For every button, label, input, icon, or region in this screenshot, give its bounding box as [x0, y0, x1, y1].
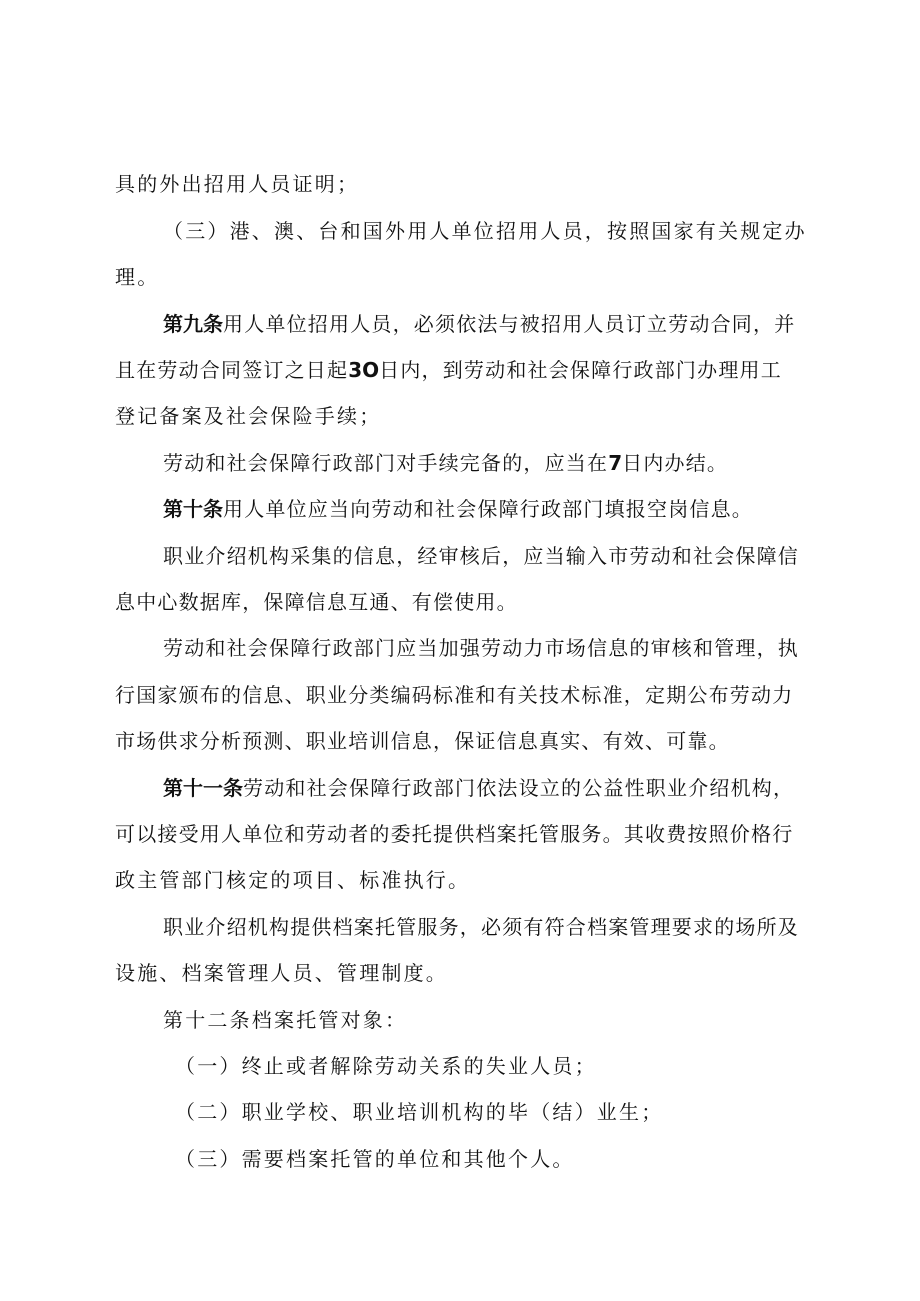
paragraph-line: 劳动和社会保障行政部门应当加强劳动力市场信息的审核和管理，执	[163, 636, 799, 660]
list-item: （三）需要档案托管的单位和其他个人。	[175, 1147, 575, 1171]
paragraph-line: 市场供求分析预测、职业培训信息，保证信息真实、有效、可靠。	[115, 729, 730, 753]
article-11-line: 第十一条劳动和社会保障行政部门依法设立的公益性职业介绍机构，	[163, 776, 795, 800]
paragraph-line: 职业介绍机构采集的信息，经审核后，应当输入市劳动和社会保障信	[163, 544, 799, 568]
emphasized-number: 3O	[348, 358, 380, 382]
article-heading: 第九条	[163, 312, 223, 336]
paragraph-line: 劳动和社会保障行政部门对手续完备的，应当在7日内办结。	[163, 451, 729, 475]
paragraph-line: 登记备案及社会保险手续；	[115, 404, 382, 428]
article-10-line: 第十条用人单位应当向劳动和社会保障行政部门填报空岗信息。	[163, 497, 753, 521]
paragraph-line: 行国家颁布的信息、职业分类编码标准和有关技术标准，定期公布劳动力	[115, 683, 794, 707]
article-heading: 第十一条	[163, 776, 243, 800]
list-item: （二）职业学校、职业培训机构的毕（结）业生；	[175, 1100, 664, 1124]
paragraph-line: 且在劳动合同签订之日起3O日内，到劳动和社会保障行政部门办理用工	[115, 358, 782, 382]
article-9-line: 第九条用人单位招用人员，必须依法与被招用人员订立劳动合同，并	[163, 312, 796, 336]
paragraph-line: 息中心数据库，保障信息互通、有偿使用。	[115, 590, 518, 614]
list-item: （一）终止或者解除劳动关系的失业人员；	[175, 1054, 597, 1078]
paragraph-line: 设施、档案管理人员、管理制度。	[115, 961, 448, 985]
paragraph-line: 政主管部门核定的项目、标准执行。	[115, 868, 471, 892]
paragraph-line: （三）港、澳、台和国外用人单位招用人员，按照国家有关规定办	[163, 219, 807, 243]
emphasized-number: 7	[608, 451, 623, 475]
article-12-line: 第十二条档案托管对象：	[163, 1008, 408, 1032]
paragraph-line: 具的外出招用人员证明；	[115, 172, 360, 196]
paragraph-line: 职业介绍机构提供档案托管服务，必须有符合档案管理要求的场所及	[163, 915, 799, 939]
article-heading: 第十条	[163, 497, 223, 521]
paragraph-line: 理。	[115, 265, 160, 289]
paragraph-line: 可以接受用人单位和劳动者的委托提供档案托管服务。其收费按照价格行	[115, 822, 794, 846]
